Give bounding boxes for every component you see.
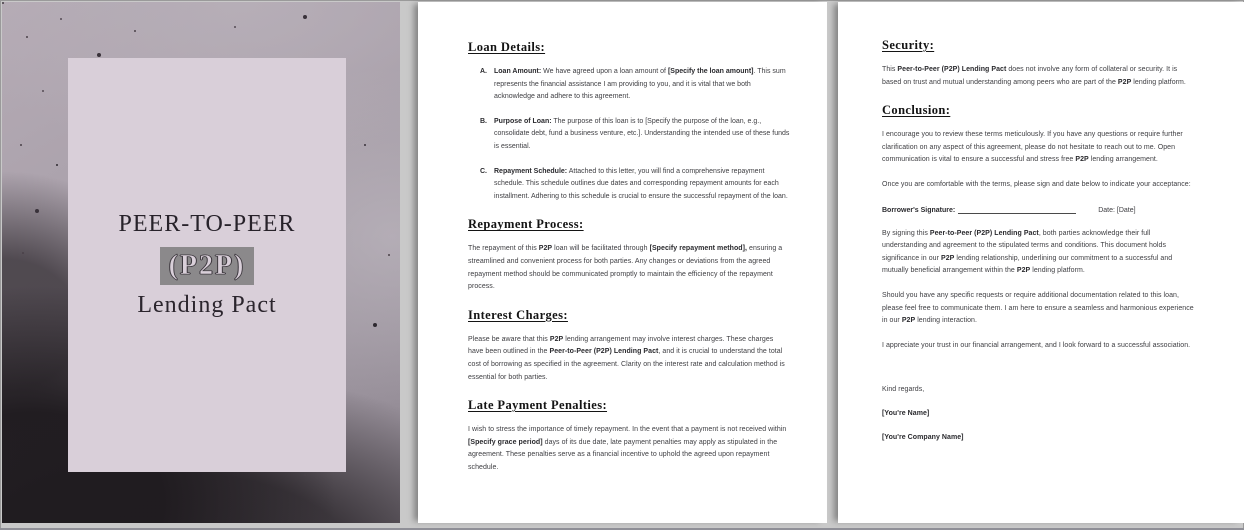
section-repayment-process (468, 217, 790, 293)
cover-title-card (68, 58, 346, 472)
signature-row (882, 206, 1195, 214)
paragraph: The repayment of this P2P loan will be facilitated through [Specify repayment method], ensuring a streamlined and convenient process for both parties. Any changes or deviations from the agreed repayment method should be communicated promptly to maintain the efficiency of the repayment process. (468, 245, 783, 291)
paragraph: I appreciate your trust in our financial arrangement, and I look forward to a successful association. (882, 341, 1191, 349)
paragraph: By signing this Peer-to-Peer (P2P) Lending Pact, both parties acknowledge their full understanding and agreement to the stipulated terms and conditions. This document holds significance in our P2P lending relationship, underlining our commitment to a successful and mutually beneficial arrangement within the P2P lending platform. (882, 229, 1173, 275)
section-loan-details (468, 40, 790, 203)
closing-block (882, 384, 1195, 444)
paragraph: Please be aware that this P2P lending arrangement may involve interest charges. These charges have been outlined in the Peer-to-Peer (P2P) Lending Pact, and it is crucial to understand the total cost of borrowing as specified in the agreement. Clarity on the interest rate and calculation method is essential for both parties. (468, 335, 785, 381)
section-heading-repayment-process: Repayment Process: (468, 217, 584, 232)
paragraph: Once you are comfortable with the terms, please sign and date below to indicate your acceptance: (882, 180, 1191, 188)
section-heading-conclusion: Conclusion: (882, 103, 951, 118)
paragraph: This Peer-to-Peer (P2P) Lending Pact does not involve any form of collateral or security. It is based on trust and mutual understanding among peers who are part of the P2P lending platform. (882, 66, 1186, 86)
cover-title-top: PEER-TO-PEER (118, 211, 296, 237)
document-page-3 (838, 2, 1244, 523)
section-heading-security: Security: (882, 38, 935, 52)
closing-company: [You're Company Name] (882, 433, 964, 441)
date-label: Date: [Date] (1098, 206, 1136, 214)
list-text: Repayment Schedule: Attached to this letter, you will find a comprehensive repayment schedule. This schedule outlines due dates and corresponding repayment amounts for each installment. Adhering to this schedule is crucial to ensure the successful repayment of the loan. (494, 167, 788, 200)
section-conclusion (882, 103, 1195, 191)
list-label: C. (480, 167, 487, 175)
closing-salutation: Kind regards, (882, 386, 925, 394)
borrower-signature-label: Borrower's Signature: (882, 206, 956, 214)
section-interest-charges (468, 308, 790, 384)
paragraph: I encourage you to review these terms meticulously. If you have any questions or require further clarification on any aspect of this agreement, please do not hesitate to reach out to me. Open communication is vital to ensure a successful and stress free P2P lending arrangement. (882, 131, 1183, 164)
cover-page (2, 2, 400, 523)
paragraph: I wish to stress the importance of timely repayment. In the event that a payment is not received within [Specify grace period] days of its due date, late payment penalties may apply as stipulated in the agreement. These penalties serve as a financial incentive to uphold the agreed upon repayment schedule. (468, 426, 787, 471)
list-text: Loan Amount: We have agreed upon a loan amount of [Specify the loan amount]. This sum represents the financial assistance I am providing to you, and it is vital that we both acknowledge and adhere to this agreement. (494, 68, 786, 101)
paragraph: Should you have any specific requests or require additional documentation related to this loan, please feel free to communicate them. I am here to ensure a seamless and harmonious experience in our P2P lending interaction. (882, 291, 1194, 325)
signature-blank-line (958, 206, 1076, 214)
section-heading-interest-charges: Interest Charges: (468, 307, 568, 322)
cover-title-highlight: (P2P) (160, 247, 255, 285)
section-heading-loan-details: Loan Details: (468, 40, 546, 54)
cover-title-highlight-wrap (160, 250, 255, 282)
list-label: A. (480, 68, 487, 75)
section-heading-late-payment-penalties: Late Payment Penalties: (468, 398, 608, 413)
closing-name: [You're Name] (882, 409, 930, 417)
section-security (882, 38, 1195, 89)
watercolor-speckles (2, 2, 4, 4)
list-item-loan-amount (468, 66, 790, 104)
section-late-payment-penalties (468, 398, 790, 474)
list-text: Purpose of Loan: The purpose of this loan is to [Specify the purpose of the loan, e.g., consolidate debt, fund a business venture, etc.]. Understanding the intended use of these funds is essential. (494, 117, 790, 150)
list-item-repayment-schedule (468, 166, 790, 204)
list-label: B. (480, 117, 487, 125)
document-page-2 (418, 2, 827, 523)
cover-title-bottom: Lending Pact (137, 292, 277, 318)
list-item-purpose-of-loan (468, 116, 790, 154)
